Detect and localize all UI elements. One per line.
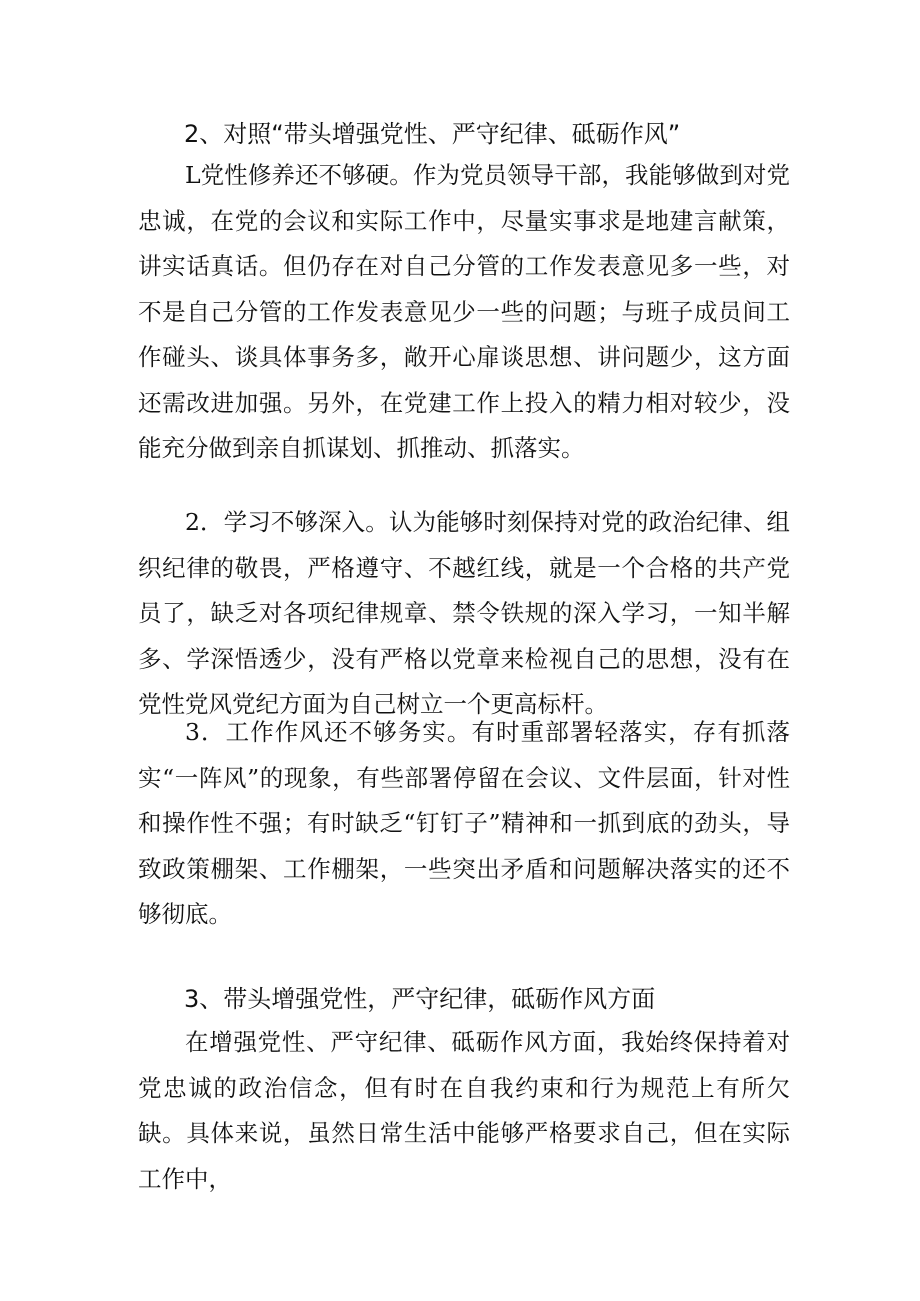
- paragraph-discipline: 在增强党性、严守纪律、砥砺作风方面，我始终保持着对党忠诚的政治信念，但有时在自我约束和行为规范上有所欠缺。具体来说，虽然日常生活中能够严格要求自己，但在实际工作中，: [138, 1028, 790, 1193]
- section-heading-2: 3、带头增强党性，严守纪律，砥砺作风方面: [184, 985, 656, 1013]
- paragraph-party-spirit: L党性修养还不够硬。作为党员领导干部，我能够做到对党忠诚，在党的会议和实际工作中，尽量实事求是地建言献策，讲实话真话。但仍存在对自己分管的工作发表意见多一些，对不是自己分管的工作发表意见少一些的问题；与班子成员间工作碰头、谈具体事务多，敞开心扉谈思想、讲问题少，这方面还需改进加强。另外，在党建工作上投入的精力相对较少，没能充分做到亲自抓谋划、抓推动、抓落实。: [138, 161, 790, 462]
- section-heading-1: 2、对照“带头增强党性、严守纪律、砥砺作风”: [184, 120, 681, 148]
- paragraph-study: 2．学习不够深入。认为能够时刻保持对党的政治纪律、组织纪律的敬畏，严格遵守、不越红线，就是一个合格的共产党员了，缺乏对各项纪律规章、禁令铁规的深入学习，一知半解多、学深悟透少，没有严格以党章来检视自己的思想，没有在党性党风党纪方面为自己树立一个更高标杆。: [138, 508, 790, 718]
- paragraph-work-style: 3．工作作风还不够务实。有时重部署轻落实，存有抓落实“一阵风”的现象，有些部署停留在会议、文件层面，针对性和操作性不强；有时缺乏“钉钉子”精神和一抓到底的劲头，导致政策棚架、工作棚架，一些突出矛盾和问题解决落实的还不够彻底。: [138, 718, 790, 928]
